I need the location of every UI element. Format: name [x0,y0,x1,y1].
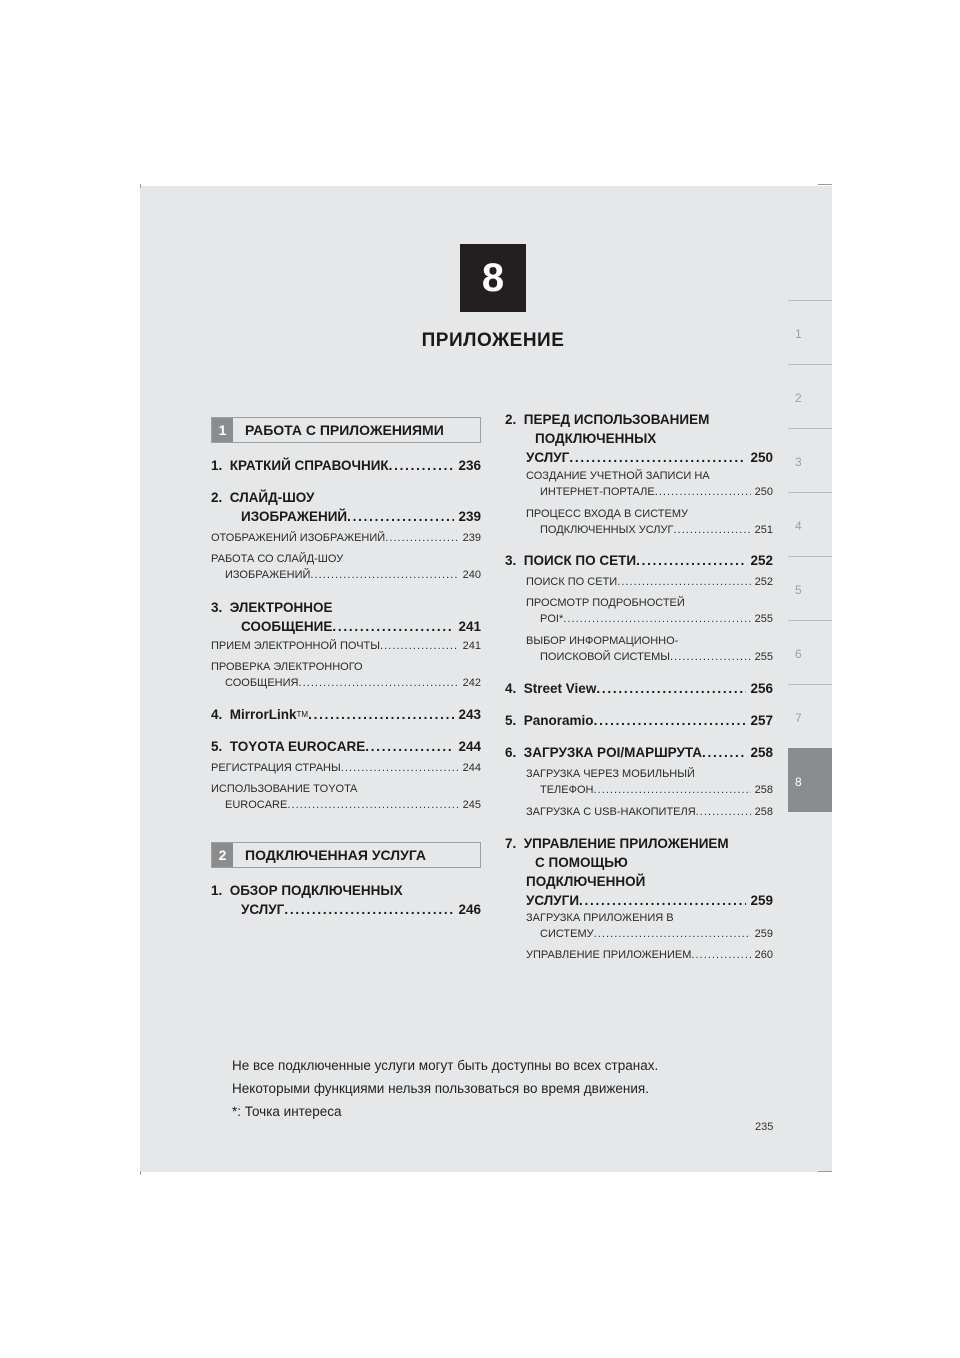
section-number: 1 [212,418,233,442]
toc-entry[interactable]: 1. ОБЗОР ПОДКЛЮЧЕННЫХ УСЛУГ . . . 246 [211,881,481,919]
note-line: *: Точка интереса [232,1104,342,1119]
toc-subentry[interactable]: ЗАГРУЗКА С USB-НАКОПИТЕЛЯ . . . 258 [505,804,773,820]
chapter-number: 8 [460,244,526,312]
toc-right-column [505,0,773,1358]
toc-subentry[interactable]: ПРОВЕРКА ЭЛЕКТРОННОГО СООБЩЕНИЯ . . . 242 [211,659,481,691]
toc-subentry[interactable]: СОЗДАНИЕ УЧЕТНОЙ ЗАПИСИ НА ИНТЕРНЕТ-ПОРТАЛЕ . . . 250 [505,468,773,500]
tab-chapter-1[interactable]: 1 [788,300,832,364]
note-line: Не все подключенные услуги могут быть доступны во всех странах. [232,1058,659,1073]
tab-chapter-3[interactable]: 3 [788,428,832,492]
toc-subentry[interactable]: ВЫБОР ИНФОРМАЦИОННО- ПОИСКОВОЙ СИСТЕМЫ . . . 255 [505,633,773,665]
tab-chapter-8[interactable]: 8 [788,748,832,812]
toc-entry[interactable]: 4. Street View . . . 256 [505,679,773,698]
toc-subentry[interactable]: РЕГИСТРАЦИЯ СТРАНЫ . . . 244 [211,760,481,776]
toc-entry[interactable]: 2. СЛАЙД-ШОУ ИЗОБРАЖЕНИЙ . . . 239 [211,488,481,526]
toc-entry[interactable]: 2. ПЕРЕД ИСПОЛЬЗОВАНИЕМ ПОДКЛЮЧЕННЫХ УСЛУГ . . . 250 [505,410,773,467]
toc-subentry[interactable]: РАБОТА СО СЛАЙД-ШОУ ИЗОБРАЖЕНИЙ . . . 240 [211,551,481,583]
toc-subentry[interactable]: ПРОСМОТР ПОДРОБНОСТЕЙ POI* . . . 255 [505,595,773,627]
toc-entry[interactable]: 5. Panoramio . . . 257 [505,711,773,730]
toc-subentry[interactable]: УПРАВЛЕНИЕ ПРИЛОЖЕНИЕМ . . . 260 [505,947,773,963]
chapter-title: ПРИЛОЖЕНИЕ [421,330,565,351]
toc-left-column [211,0,481,1358]
toc-entry[interactable]: 3. ЭЛЕКТРОННОЕ СООБЩЕНИЕ . . . 241 [211,598,481,636]
toc-entry[interactable]: 7. УПРАВЛЕНИЕ ПРИЛОЖЕНИЕМ С ПОМОЩЬЮ ПОДКЛЮЧЕННОЙ УСЛУГИ . . . 259 [505,834,773,910]
toc-subentry[interactable]: ОТОБРАЖЕНИЙ ИЗОБРАЖЕНИЙ . . . 239 [211,530,481,546]
toc-entry[interactable]: 3. ПОИСК ПО СЕТИ . . . 252 [505,551,773,570]
tab-chapter-6[interactable]: 6 [788,620,832,684]
tab-chapter-2[interactable]: 2 [788,364,832,428]
toc-subentry[interactable]: ЗАГРУЗКА ПРИЛОЖЕНИЯ В СИСТЕМУ . . . 259 [505,910,773,942]
toc-subentry[interactable]: ПРОЦЕСС ВХОДА В СИСТЕМУ ПОДКЛЮЧЕННЫХ УСЛУГ . . . 251 [505,506,773,538]
crop-mark [140,1171,141,1175]
toc-subentry[interactable]: ИСПОЛЬЗОВАНИЕ TOYOTA EUROCARE . . . 245 [211,781,481,813]
toc-entry[interactable]: 6. ЗАГРУЗКА POI/МАРШРУТА . . . 258 [505,743,773,762]
page-number: 235 [755,1121,774,1133]
toc-subentry[interactable]: ПРИЕМ ЭЛЕКТРОННОЙ ПОЧТЫ . . . 241 [211,638,481,654]
crop-mark [818,1171,832,1172]
chapter-tabs [788,300,832,812]
tab-chapter-4[interactable]: 4 [788,492,832,556]
toc-entry[interactable]: 1. КРАТКИЙ СПРАВОЧНИК . . . 236 [211,456,481,475]
section-label: РАБОТА С ПРИЛОЖЕНИЯМИ [245,422,444,438]
tab-chapter-5[interactable]: 5 [788,556,832,620]
toc-entry[interactable]: 5. TOYOTA EUROCARE . . . 244 [211,737,481,756]
trademark-mark: TM [296,710,309,719]
section-label: ПОДКЛЮЧЕННАЯ УСЛУГА [245,847,426,863]
crop-mark [818,184,832,185]
crop-mark [140,184,141,188]
toc-entry[interactable]: 4. MirrorLink TM . . . 243 [211,705,481,724]
section-number: 2 [212,843,233,867]
toc-subentry[interactable]: ПОИСК ПО СЕТИ . . . 252 [505,574,773,590]
footnotes [232,1054,658,1123]
tab-chapter-7[interactable]: 7 [788,684,832,748]
note-line: Некоторыми функциями нельзя пользоваться во время движения. [232,1081,649,1096]
toc-subentry[interactable]: ЗАГРУЗКА ЧЕРЕЗ МОБИЛЬНЫЙ ТЕЛЕФОН . . . 258 [505,766,773,798]
